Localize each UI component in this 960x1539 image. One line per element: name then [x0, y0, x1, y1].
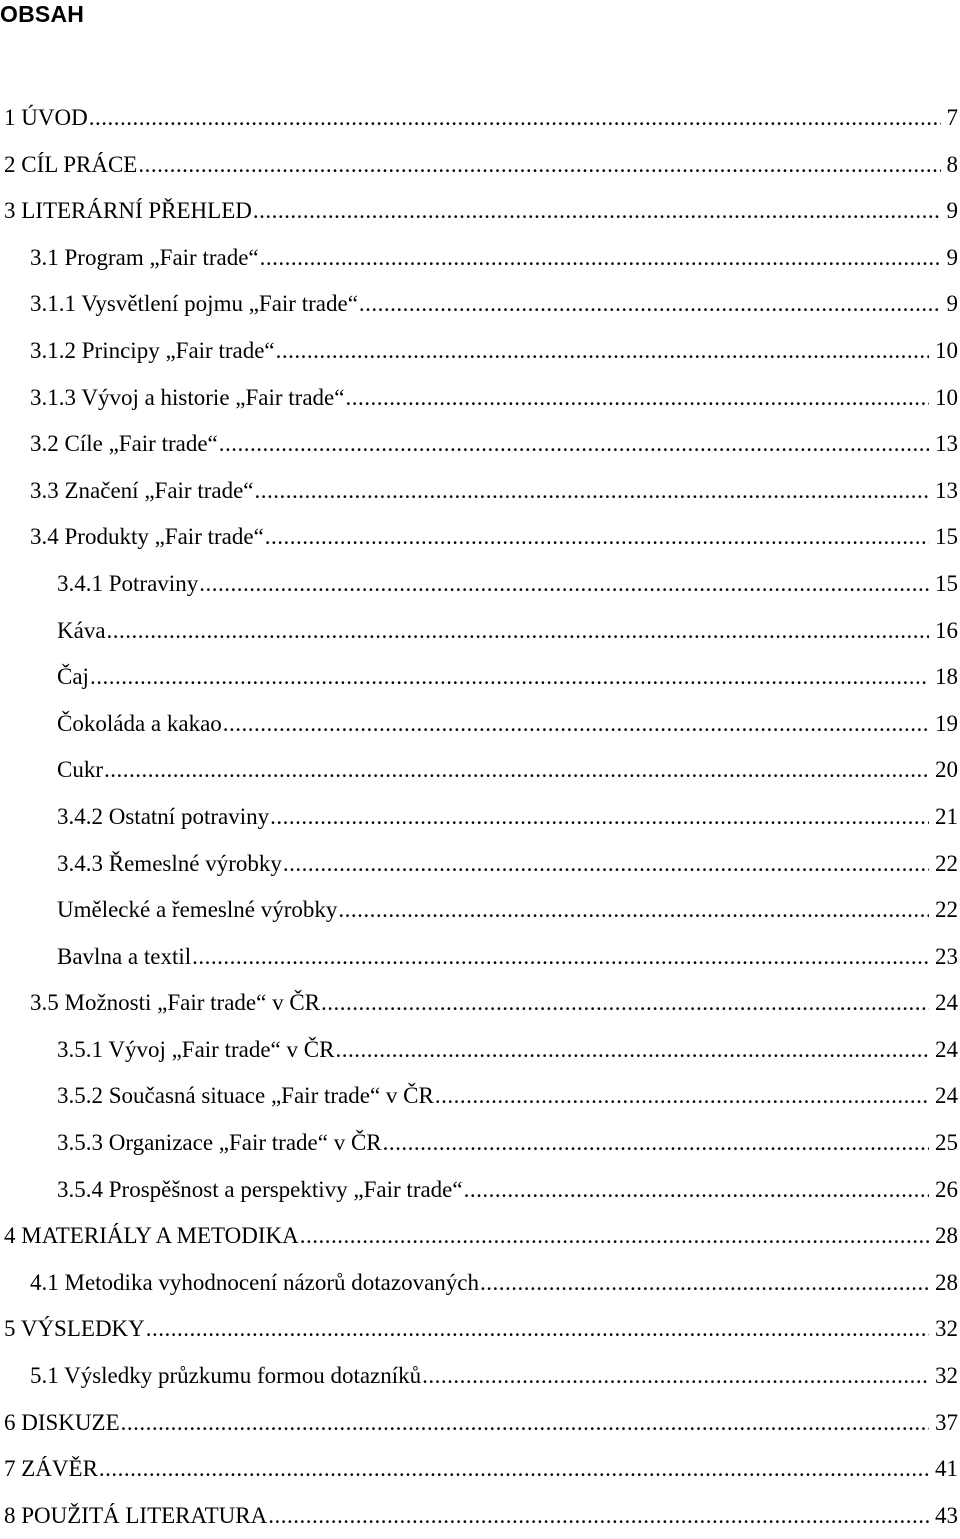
toc-entry[interactable]	[0, 794, 960, 841]
toc-dot-leader	[107, 608, 929, 655]
toc-entry-page-number: 15	[935, 514, 960, 561]
toc-entry-page-number: 15	[935, 561, 960, 608]
toc-entry[interactable]	[0, 1306, 960, 1353]
toc-dot-leader	[223, 701, 929, 748]
toc-dot-leader	[283, 841, 929, 888]
toc-entry[interactable]	[0, 608, 960, 655]
toc-entry-page-number: 20	[935, 747, 960, 794]
toc-entry[interactable]	[0, 514, 960, 561]
toc-entry[interactable]	[0, 1493, 960, 1539]
toc-entry-page-number: 24	[935, 980, 960, 1027]
toc-entry-title: 3.1.3 Vývoj a historie „Fair trade“	[30, 375, 344, 422]
toc-dot-leader	[89, 95, 941, 142]
toc-dot-leader	[335, 1027, 929, 1074]
toc-entry[interactable]	[0, 1120, 960, 1167]
toc-entry-page-number: 9	[947, 188, 960, 235]
toc-dot-leader	[90, 654, 929, 701]
toc-dot-leader	[138, 142, 940, 189]
toc-entry-title: 3.5.4 Prospěšnost a perspektivy „Fair trade“	[57, 1167, 463, 1214]
toc-entry-title: Bavlna a textil	[57, 934, 191, 981]
toc-entry-title: 4.1 Metodika vyhodnocení názorů dotazovaných	[30, 1260, 479, 1307]
toc-entry[interactable]	[0, 1400, 960, 1447]
toc-entry-title: 3.3 Značení „Fair trade“	[30, 468, 254, 515]
toc-entry[interactable]	[0, 980, 960, 1027]
toc-entry[interactable]	[0, 328, 960, 375]
toc-entry-page-number: 9	[947, 235, 960, 282]
toc-dot-leader	[464, 1167, 929, 1214]
toc-entry[interactable]	[0, 887, 960, 934]
toc-entry-page-number: 16	[935, 608, 960, 655]
toc-entry-title: Umělecké a řemeslné výrobky	[57, 887, 337, 934]
toc-dot-leader	[435, 1073, 929, 1120]
table-of-contents	[0, 95, 960, 1539]
toc-dot-leader	[480, 1260, 929, 1307]
toc-dot-leader	[219, 421, 929, 468]
toc-entry-title: 1 ÚVOD	[4, 95, 88, 142]
toc-entry-title: 2 CÍL PRÁCE	[4, 142, 137, 189]
toc-entry-page-number: 22	[935, 841, 960, 888]
toc-dot-leader	[146, 1306, 929, 1353]
toc-entry-title: 3.4.1 Potraviny	[57, 561, 198, 608]
toc-entry-title: 3.1.2 Principy „Fair trade“	[30, 328, 275, 375]
toc-entry-title: 4 MATERIÁLY A METODIKA	[4, 1213, 299, 1260]
toc-entry[interactable]	[0, 281, 960, 328]
toc-entry[interactable]	[0, 375, 960, 422]
toc-entry[interactable]	[0, 421, 960, 468]
toc-entry-page-number: 37	[935, 1400, 960, 1447]
toc-dot-leader	[321, 980, 929, 1027]
toc-entry[interactable]	[0, 1213, 960, 1260]
toc-entry-title: 3 LITERÁRNÍ PŘEHLED	[4, 188, 252, 235]
toc-entry[interactable]	[0, 468, 960, 515]
toc-entry-title: 3.4 Produkty „Fair trade“	[30, 514, 264, 561]
toc-entry-title: 3.5.3 Organizace „Fair trade“ v ČR	[57, 1120, 382, 1167]
toc-entry-page-number: 13	[935, 468, 960, 515]
toc-entry-title: 3.4.3 Řemeslné výrobky	[57, 841, 282, 888]
toc-entry-title: 3.5.2 Současná situace „Fair trade“ v ČR	[57, 1073, 434, 1120]
toc-entry[interactable]	[0, 1167, 960, 1214]
page-heading: OBSAH	[0, 0, 84, 28]
toc-entry-page-number: 28	[935, 1260, 960, 1307]
toc-entry[interactable]	[0, 934, 960, 981]
toc-entry[interactable]	[0, 1073, 960, 1120]
toc-dot-leader	[104, 747, 929, 794]
toc-entry[interactable]	[0, 1260, 960, 1307]
toc-entry-page-number: 26	[935, 1167, 960, 1214]
toc-entry-title: 3.5 Možnosti „Fair trade“ v ČR	[30, 980, 320, 1027]
toc-dot-leader	[345, 375, 929, 422]
toc-entry-page-number: 19	[935, 701, 960, 748]
toc-entry[interactable]	[0, 142, 960, 189]
toc-entry-title: Čokoláda a kakao	[57, 701, 222, 748]
toc-entry-title: 8 POUŽITÁ LITERATURA	[4, 1493, 267, 1539]
toc-dot-leader	[276, 328, 929, 375]
toc-entry-title: 3.1 Program „Fair trade“	[30, 235, 259, 282]
toc-entry-page-number: 41	[935, 1446, 960, 1493]
toc-entry-page-number: 22	[935, 887, 960, 934]
toc-dot-leader	[300, 1213, 929, 1260]
toc-dot-leader	[253, 188, 941, 235]
toc-entry[interactable]	[0, 654, 960, 701]
toc-dot-leader	[270, 794, 929, 841]
toc-dot-leader	[255, 468, 930, 515]
toc-entry-page-number: 9	[947, 281, 960, 328]
toc-entry-page-number: 32	[935, 1353, 960, 1400]
toc-entry-title: 3.4.2 Ostatní potraviny	[57, 794, 269, 841]
toc-entry[interactable]	[0, 1353, 960, 1400]
toc-dot-leader	[268, 1493, 929, 1539]
toc-entry-page-number: 21	[935, 794, 960, 841]
toc-entry-page-number: 24	[935, 1027, 960, 1074]
toc-entry-title: 3.5.1 Vývoj „Fair trade“ v ČR	[57, 1027, 334, 1074]
toc-entry-page-number: 10	[935, 328, 960, 375]
toc-entry[interactable]	[0, 561, 960, 608]
toc-dot-leader	[121, 1400, 929, 1447]
toc-entry[interactable]	[0, 747, 960, 794]
toc-entry-title: 3.1.1 Vysvětlení pojmu „Fair trade“	[30, 281, 358, 328]
toc-entry[interactable]	[0, 188, 960, 235]
toc-dot-leader	[192, 934, 929, 981]
toc-entry-title: 5 VÝSLEDKY	[4, 1306, 145, 1353]
toc-dot-leader	[265, 514, 929, 561]
toc-entry-page-number: 23	[935, 934, 960, 981]
toc-entry-title: Čaj	[57, 654, 89, 701]
toc-dot-leader	[359, 281, 941, 328]
toc-entry-page-number: 43	[935, 1493, 960, 1539]
toc-entry[interactable]	[0, 235, 960, 282]
toc-dot-leader	[383, 1120, 929, 1167]
toc-entry-title: Cukr	[57, 747, 103, 794]
toc-dot-leader	[422, 1353, 929, 1400]
toc-entry[interactable]	[0, 701, 960, 748]
toc-entry-page-number: 10	[935, 375, 960, 422]
toc-dot-leader	[199, 561, 929, 608]
toc-entry-page-number: 18	[935, 654, 960, 701]
toc-entry-page-number: 24	[935, 1073, 960, 1120]
toc-dot-leader	[260, 235, 941, 282]
toc-entry[interactable]	[0, 841, 960, 888]
toc-entry-page-number: 28	[935, 1213, 960, 1260]
toc-entry-page-number: 7	[947, 95, 960, 142]
toc-entry-title: Káva	[57, 608, 106, 655]
toc-dot-leader	[338, 887, 929, 934]
toc-entry-page-number: 25	[935, 1120, 960, 1167]
toc-entry-page-number: 8	[947, 142, 960, 189]
toc-entry[interactable]	[0, 1446, 960, 1493]
toc-entry[interactable]	[0, 1027, 960, 1074]
toc-entry-title: 3.2 Cíle „Fair trade“	[30, 421, 218, 468]
toc-dot-leader	[99, 1446, 929, 1493]
toc-entry[interactable]	[0, 95, 960, 142]
toc-entry-title: 7 ZÁVĚR	[4, 1446, 98, 1493]
toc-entry-page-number: 13	[935, 421, 960, 468]
toc-entry-title: 5.1 Výsledky průzkumu formou dotazníků	[30, 1353, 421, 1400]
toc-entry-title: 6 DISKUZE	[4, 1400, 120, 1447]
toc-entry-page-number: 32	[935, 1306, 960, 1353]
